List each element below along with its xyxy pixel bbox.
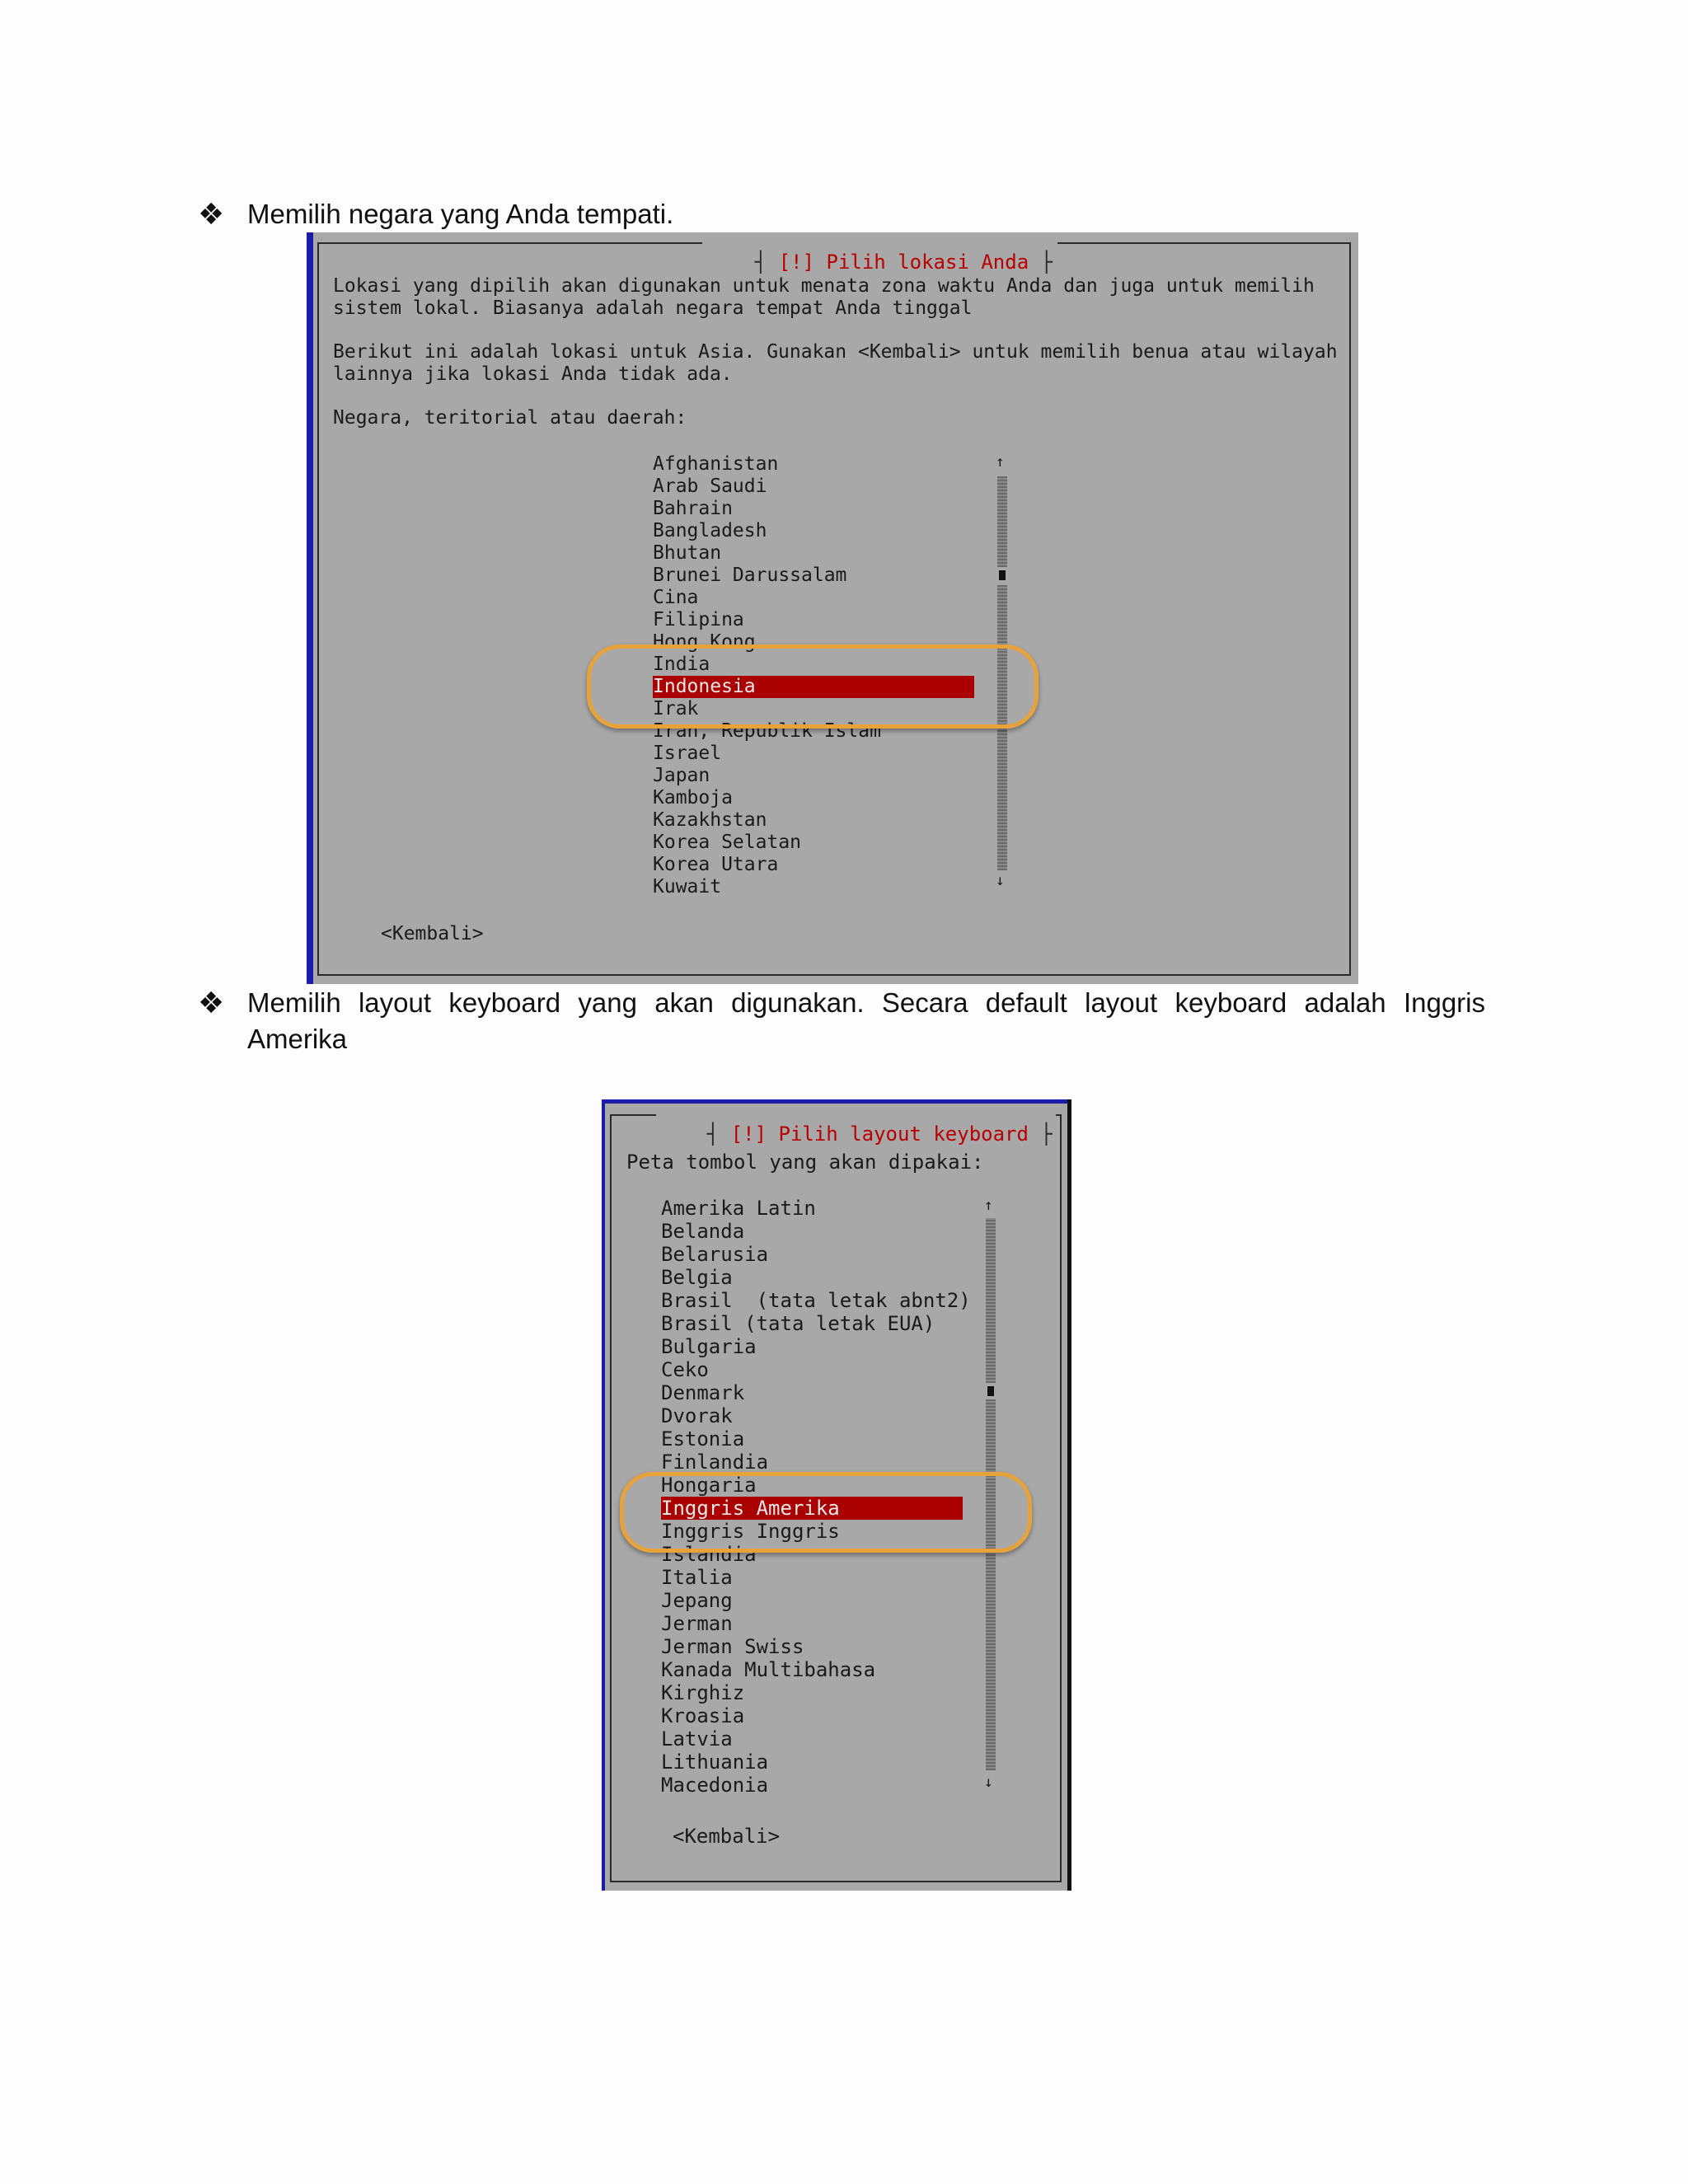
list-item[interactable]: Korea Utara: [653, 854, 779, 875]
list-item[interactable]: Bulgaria: [661, 1335, 757, 1358]
list-item[interactable]: Ceko: [661, 1358, 709, 1381]
list-item[interactable]: Brasil (tata letak abnt2): [661, 1289, 971, 1312]
list-item[interactable]: Bangladesh: [653, 520, 767, 541]
dialog-title-location: ┤ [!] Pilih lokasi Anda ├: [702, 232, 1057, 292]
list-item[interactable]: Italia: [661, 1566, 733, 1589]
list-item[interactable]: Lithuania: [661, 1750, 769, 1774]
list-item[interactable]: Afghanistan: [653, 453, 779, 475]
screenshot-keyboard-dialog: [602, 1099, 1071, 1891]
list-item[interactable]: Kanada Multibahasa: [661, 1658, 876, 1681]
scrollbar-track-bottom[interactable]: [986, 1399, 996, 1770]
scroll-down-icon[interactable]: ↓: [996, 872, 1005, 889]
instruction-country: Memilih negara yang Anda tempati.: [247, 199, 674, 229]
list-item[interactable]: Belgia: [661, 1266, 733, 1289]
instruction-keyboard-line-2: Amerika: [247, 1024, 348, 1054]
blue-edge: [307, 232, 313, 984]
list-item[interactable]: Cina: [653, 587, 699, 608]
back-button[interactable]: <Kembali>: [381, 923, 484, 944]
list-item[interactable]: Brunei Darussalam: [653, 565, 847, 586]
highlight-ring: [587, 644, 1039, 729]
list-item[interactable]: India: [653, 654, 710, 675]
list-item[interactable]: Jerman: [661, 1612, 733, 1635]
bullet-icon: ❖: [198, 987, 225, 1020]
list-item[interactable]: Inggris Inggris: [661, 1520, 840, 1543]
list-item[interactable]: Belanda: [661, 1220, 745, 1243]
list-item[interactable]: Hongaria: [661, 1474, 757, 1497]
dialog-prompt-keyboard: Peta tombol yang akan dipakai:: [626, 1151, 984, 1174]
scroll-up-icon[interactable]: ↑: [996, 453, 1005, 471]
dialog-title-keyboard: ┤ [!] Pilih layout keyboard ├: [656, 1104, 1056, 1164]
highlight-ring: [620, 1472, 1032, 1553]
dialog-paragraph-1: Lokasi yang dipilih akan digunakan untuk menata zona waktu Anda dan juga untuk memilih sistem lokal. Biasanya adalah negara tempat Anda tinggal: [333, 275, 1315, 319]
list-item[interactable]: Iran, Republik Islam: [653, 720, 881, 742]
instruction-keyboard-line-1: Memilih layout keyboard yang akan digunakan. Secara default layout keyboard adalah Inggris: [247, 987, 1485, 1018]
list-item[interactable]: Islandia: [661, 1543, 757, 1566]
list-item[interactable]: Estonia: [661, 1427, 745, 1451]
list-item[interactable]: Jerman Swiss: [661, 1635, 804, 1658]
list-item[interactable]: Arab Saudi: [653, 476, 767, 497]
list-item[interactable]: Korea Selatan: [653, 832, 802, 853]
list-item[interactable]: Israel: [653, 743, 722, 764]
back-button[interactable]: <Kembali>: [673, 1825, 781, 1848]
screenshot-location-dialog: [307, 232, 1358, 984]
list-item[interactable]: Dvorak: [661, 1404, 733, 1427]
list-item[interactable]: Kroasia: [661, 1704, 745, 1727]
list-item[interactable]: Hong Kong: [653, 631, 756, 653]
list-item[interactable]: Finlandia: [661, 1451, 769, 1474]
list-item-selected[interactable]: Indonesia: [653, 676, 974, 698]
blue-edge: [602, 1099, 1071, 1104]
scrollbar-thumb[interactable]: [987, 1386, 994, 1396]
list-item[interactable]: Bhutan: [653, 542, 722, 564]
list-item[interactable]: Kamboja: [653, 787, 733, 808]
dialog-paragraph-2: Berikut ini adalah lokasi untuk Asia. Gunakan <Kembali> untuk memilih benua atau wilayah lainnya jika lokasi Anda tidak ada.: [333, 341, 1338, 385]
list-item[interactable]: Kazakhstan: [653, 809, 767, 831]
list-item[interactable]: Macedonia: [661, 1774, 769, 1797]
list-item[interactable]: Bahrain: [653, 498, 733, 519]
dialog-prompt-country: Negara, teritorial atau daerah:: [333, 407, 687, 429]
list-item[interactable]: Kuwait: [653, 876, 722, 898]
scroll-up-icon[interactable]: ↑: [984, 1197, 993, 1214]
scrollbar-thumb[interactable]: [999, 570, 1006, 580]
scrollbar-track-top[interactable]: [997, 476, 1007, 567]
list-item[interactable]: Irak: [653, 698, 699, 719]
list-item[interactable]: Brasil (tata letak EUA): [661, 1312, 935, 1335]
scroll-down-icon[interactable]: ↓: [984, 1774, 993, 1791]
dark-edge-right: [1067, 1099, 1071, 1891]
list-item[interactable]: Kirghiz: [661, 1681, 745, 1704]
list-item[interactable]: Denmark: [661, 1381, 745, 1404]
list-item[interactable]: Japan: [653, 765, 710, 786]
bullet-icon: ❖: [198, 198, 225, 232]
list-item[interactable]: Jepang: [661, 1589, 733, 1612]
list-item[interactable]: Belarusia: [661, 1243, 769, 1266]
list-item[interactable]: Latvia: [661, 1727, 733, 1750]
list-item-selected[interactable]: Inggris Amerika: [661, 1497, 963, 1520]
scrollbar-track-top[interactable]: [986, 1218, 996, 1383]
list-item[interactable]: Amerika Latin: [661, 1197, 816, 1220]
list-item[interactable]: Filipina: [653, 609, 744, 630]
blue-edge-left: [602, 1099, 605, 1891]
